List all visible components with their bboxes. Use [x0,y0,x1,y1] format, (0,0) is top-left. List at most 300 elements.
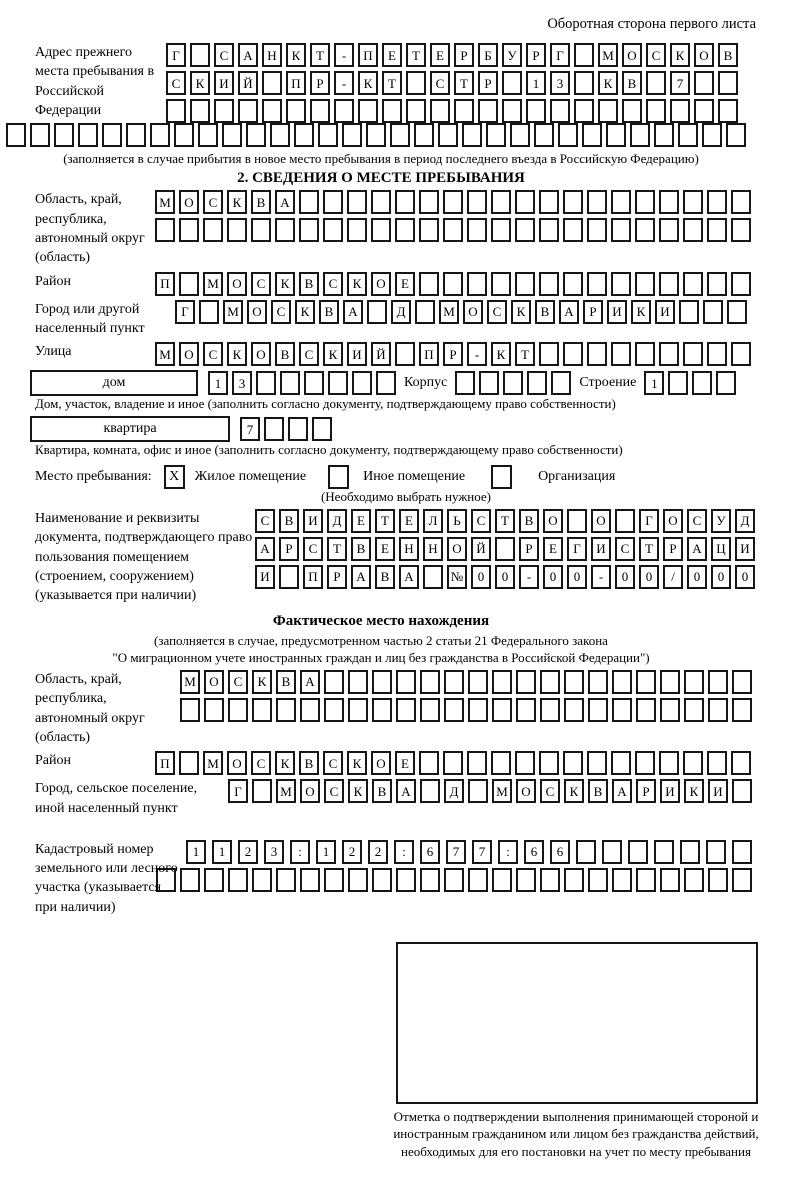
char-cell[interactable] [732,698,752,722]
char-cell[interactable] [492,868,512,892]
char-cell[interactable] [288,417,308,441]
char-cell[interactable]: 3 [550,71,570,95]
char-cell[interactable] [486,123,506,147]
char-cell[interactable] [588,868,608,892]
char-cell[interactable] [252,868,272,892]
char-cell[interactable]: О [663,509,683,533]
char-cell[interactable]: 3 [264,840,284,864]
char-cell[interactable] [659,751,679,775]
char-cell[interactable] [150,123,170,147]
char-cell[interactable] [256,371,276,395]
char-cell[interactable]: Р [310,71,330,95]
char-cell[interactable] [683,272,703,296]
char-cell[interactable]: У [502,43,522,67]
char-cell[interactable] [174,123,194,147]
char-cell[interactable] [731,190,751,214]
char-cell[interactable] [516,670,536,694]
char-cell[interactable] [366,123,386,147]
char-cell[interactable]: С [251,751,271,775]
prev-address-row-2[interactable] [166,71,756,95]
char-cell[interactable]: О [371,751,391,775]
char-cell[interactable] [732,779,752,803]
char-cell[interactable]: С [471,509,491,533]
char-cell[interactable]: С [166,71,186,95]
char-cell[interactable] [420,670,440,694]
char-cell[interactable]: Б [478,43,498,67]
char-cell[interactable] [567,509,587,533]
char-cell[interactable]: К [684,779,704,803]
char-cell[interactable]: К [227,190,247,214]
char-cell[interactable] [324,868,344,892]
char-cell[interactable]: 1 [186,840,206,864]
char-cell[interactable] [683,342,703,366]
char-cell[interactable]: К [348,779,368,803]
char-cell[interactable]: Т [495,509,515,533]
char-cell[interactable] [443,190,463,214]
char-cell[interactable] [78,123,98,147]
char-cell[interactable] [419,190,439,214]
char-cell[interactable] [406,71,426,95]
char-cell[interactable] [574,71,594,95]
char-cell[interactable]: К [252,670,272,694]
char-cell[interactable]: Н [399,537,419,561]
char-cell[interactable] [462,123,482,147]
char-cell[interactable] [516,698,536,722]
char-cell[interactable] [539,342,559,366]
char-cell[interactable] [286,99,306,123]
char-cell[interactable] [390,123,410,147]
char-cell[interactable] [659,190,679,214]
char-cell[interactable] [628,840,648,864]
char-cell[interactable] [670,99,690,123]
char-cell[interactable] [731,751,751,775]
char-cell[interactable] [479,371,499,395]
char-cell[interactable] [606,123,626,147]
char-cell[interactable]: С [540,779,560,803]
char-cell[interactable]: Й [471,537,491,561]
char-cell[interactable] [190,99,210,123]
char-cell[interactable] [660,868,680,892]
char-cell[interactable] [635,190,655,214]
char-cell[interactable]: С [203,190,223,214]
char-cell[interactable]: Е [395,272,415,296]
char-cell[interactable]: : [498,840,518,864]
char-cell[interactable] [443,751,463,775]
char-cell[interactable] [444,670,464,694]
char-cell[interactable] [527,371,547,395]
char-cell[interactable]: 0 [495,565,515,589]
char-cell[interactable] [684,698,704,722]
char-cell[interactable]: О [247,300,267,324]
char-cell[interactable] [443,218,463,242]
char-cell[interactable] [574,99,594,123]
char-cell[interactable] [342,123,362,147]
char-cell[interactable]: Р [327,565,347,589]
char-cell[interactable] [503,371,523,395]
char-cell[interactable] [179,218,199,242]
char-cell[interactable]: 3 [232,371,252,395]
char-cell[interactable] [300,868,320,892]
actual-district-row[interactable] [155,751,756,775]
char-cell[interactable] [371,218,391,242]
char-cell[interactable] [706,840,726,864]
char-cell[interactable] [563,218,583,242]
char-cell[interactable] [444,868,464,892]
char-cell[interactable] [659,272,679,296]
char-cell[interactable] [731,218,751,242]
char-cell[interactable] [684,670,704,694]
char-cell[interactable]: С [430,71,450,95]
char-cell[interactable] [347,190,367,214]
char-cell[interactable] [694,99,714,123]
char-cell[interactable] [126,123,146,147]
char-cell[interactable] [102,123,122,147]
char-cell[interactable] [419,751,439,775]
char-cell[interactable] [718,71,738,95]
char-cell[interactable]: А [300,670,320,694]
char-cell[interactable] [312,417,332,441]
char-cell[interactable]: А [238,43,258,67]
char-cell[interactable] [420,779,440,803]
char-cell[interactable] [395,218,415,242]
char-cell[interactable]: № [447,565,467,589]
char-cell[interactable]: 2 [368,840,388,864]
char-cell[interactable] [54,123,74,147]
char-cell[interactable] [587,342,607,366]
prev-address-row-3[interactable] [166,99,756,123]
char-cell[interactable] [491,190,511,214]
char-cell[interactable]: Т [375,509,395,533]
char-cell[interactable]: С [324,779,344,803]
char-cell[interactable]: Й [238,71,258,95]
char-cell[interactable] [252,698,272,722]
char-cell[interactable]: С [487,300,507,324]
char-cell[interactable]: С [646,43,666,67]
char-cell[interactable] [203,218,223,242]
char-cell[interactable]: О [622,43,642,67]
char-cell[interactable]: 0 [687,565,707,589]
char-cell[interactable] [406,99,426,123]
char-cell[interactable] [155,218,175,242]
actual-region-row-1[interactable] [180,670,756,694]
char-cell[interactable]: О [371,272,391,296]
char-cell[interactable] [492,698,512,722]
char-cell[interactable]: К [275,751,295,775]
char-cell[interactable] [227,218,247,242]
char-cell[interactable] [348,670,368,694]
char-cell[interactable] [6,123,26,147]
char-cell[interactable] [252,779,272,803]
actual-city-row[interactable] [228,779,756,803]
char-cell[interactable] [587,190,607,214]
char-cell[interactable] [228,868,248,892]
char-cell[interactable] [348,868,368,892]
char-cell[interactable] [299,218,319,242]
char-cell[interactable]: Р [663,537,683,561]
char-cell[interactable]: В [519,509,539,533]
char-cell[interactable]: С [303,537,323,561]
char-cell[interactable]: К [358,71,378,95]
char-cell[interactable]: Г [228,779,248,803]
char-cell[interactable]: И [255,565,275,589]
char-cell[interactable] [299,190,319,214]
region-row-1[interactable] [155,190,756,214]
char-cell[interactable] [615,509,635,533]
char-cell[interactable]: Р [583,300,603,324]
char-cell[interactable]: С [299,342,319,366]
char-cell[interactable] [180,698,200,722]
char-cell[interactable]: С [251,272,271,296]
char-cell[interactable] [659,218,679,242]
char-cell[interactable] [516,868,536,892]
char-cell[interactable] [276,698,296,722]
char-cell[interactable]: Е [375,537,395,561]
char-cell[interactable]: А [255,537,275,561]
char-cell[interactable]: К [347,272,367,296]
document-row-3[interactable] [255,565,756,589]
char-cell[interactable]: Г [639,509,659,533]
char-cell[interactable] [707,218,727,242]
char-cell[interactable]: : [290,840,310,864]
street-row[interactable] [155,342,756,366]
char-cell[interactable]: П [358,43,378,67]
char-cell[interactable] [588,698,608,722]
char-cell[interactable] [262,71,282,95]
char-cell[interactable]: В [351,537,371,561]
char-cell[interactable] [246,123,266,147]
char-cell[interactable] [420,868,440,892]
char-cell[interactable]: П [155,272,175,296]
char-cell[interactable]: М [492,779,512,803]
char-cell[interactable] [419,272,439,296]
char-cell[interactable] [264,417,284,441]
city-row[interactable] [175,300,756,324]
char-cell[interactable]: М [276,779,296,803]
char-cell[interactable]: О [251,342,271,366]
char-cell[interactable] [414,123,434,147]
char-cell[interactable]: Е [351,509,371,533]
char-cell[interactable] [478,99,498,123]
char-cell[interactable]: 0 [615,565,635,589]
char-cell[interactable]: 0 [711,565,731,589]
char-cell[interactable]: О [694,43,714,67]
char-cell[interactable] [367,300,387,324]
char-cell[interactable]: Й [371,342,391,366]
char-cell[interactable]: И [347,342,367,366]
char-cell[interactable] [310,99,330,123]
confirmation-mark-box[interactable] [396,942,758,1104]
char-cell[interactable] [396,698,416,722]
char-cell[interactable]: 0 [567,565,587,589]
char-cell[interactable] [540,868,560,892]
prev-address-row-4[interactable] [6,123,756,147]
char-cell[interactable] [683,751,703,775]
char-cell[interactable]: О [300,779,320,803]
char-cell[interactable] [371,190,391,214]
char-cell[interactable] [468,779,488,803]
char-cell[interactable]: К [286,43,306,67]
char-cell[interactable] [726,123,746,147]
char-cell[interactable] [204,868,224,892]
char-cell[interactable] [550,99,570,123]
char-cell[interactable]: К [670,43,690,67]
char-cell[interactable] [683,190,703,214]
char-cell[interactable]: 7 [446,840,466,864]
char-cell[interactable] [732,840,752,864]
char-cell[interactable]: Е [543,537,563,561]
char-cell[interactable] [540,698,560,722]
char-cell[interactable] [395,342,415,366]
char-cell[interactable]: Д [327,509,347,533]
char-cell[interactable]: И [708,779,728,803]
char-cell[interactable]: 1 [526,71,546,95]
char-cell[interactable] [587,218,607,242]
char-cell[interactable] [443,272,463,296]
char-cell[interactable]: 2 [238,840,258,864]
char-cell[interactable] [636,670,656,694]
char-cell[interactable]: А [275,190,295,214]
char-cell[interactable] [539,190,559,214]
cadastral-row-1[interactable] [186,840,756,864]
char-cell[interactable]: К [323,342,343,366]
char-cell[interactable] [558,123,578,147]
char-cell[interactable] [228,698,248,722]
char-cell[interactable]: 0 [543,565,563,589]
char-cell[interactable]: А [687,537,707,561]
char-cell[interactable] [502,99,522,123]
char-cell[interactable]: М [203,272,223,296]
char-cell[interactable] [612,868,632,892]
char-cell[interactable]: 1 [316,840,336,864]
char-cell[interactable] [423,565,443,589]
char-cell[interactable]: Р [526,43,546,67]
char-cell[interactable] [324,670,344,694]
char-cell[interactable]: О [179,190,199,214]
char-cell[interactable]: - [467,342,487,366]
char-cell[interactable] [716,371,736,395]
char-cell[interactable] [372,868,392,892]
char-cell[interactable]: А [351,565,371,589]
char-cell[interactable]: М [155,342,175,366]
char-cell[interactable]: С [687,509,707,533]
char-cell[interactable] [30,123,50,147]
char-cell[interactable]: Г [175,300,195,324]
char-cell[interactable] [622,99,642,123]
char-cell[interactable]: Т [515,342,535,366]
char-cell[interactable] [707,342,727,366]
char-cell[interactable]: Д [735,509,755,533]
char-cell[interactable]: В [279,509,299,533]
char-cell[interactable] [539,272,559,296]
char-cell[interactable]: 0 [639,565,659,589]
char-cell[interactable]: 1 [644,371,664,395]
char-cell[interactable] [707,272,727,296]
char-cell[interactable] [611,218,631,242]
char-cell[interactable]: О [591,509,611,533]
char-cell[interactable] [396,670,416,694]
char-cell[interactable] [515,272,535,296]
char-cell[interactable]: 2 [342,840,362,864]
char-cell[interactable] [526,99,546,123]
char-cell[interactable]: 1 [208,371,228,395]
char-cell[interactable] [352,371,372,395]
char-cell[interactable] [275,218,295,242]
char-cell[interactable]: Г [166,43,186,67]
char-cell[interactable] [304,371,324,395]
char-cell[interactable] [630,123,650,147]
char-cell[interactable]: И [660,779,680,803]
char-cell[interactable]: Р [443,342,463,366]
char-cell[interactable] [199,300,219,324]
char-cell[interactable]: М [180,670,200,694]
char-cell[interactable]: С [228,670,248,694]
char-cell[interactable]: Т [382,71,402,95]
char-cell[interactable]: Т [454,71,474,95]
char-cell[interactable] [574,43,594,67]
district-row[interactable] [155,272,756,296]
char-cell[interactable]: Р [478,71,498,95]
char-cell[interactable]: С [214,43,234,67]
char-cell[interactable]: К [491,342,511,366]
stay-checkbox-other[interactable] [328,465,349,489]
char-cell[interactable]: В [275,342,295,366]
char-cell[interactable]: У [711,509,731,533]
char-cell[interactable] [430,99,450,123]
char-cell[interactable]: К [295,300,315,324]
char-cell[interactable] [491,218,511,242]
char-cell[interactable]: Т [639,537,659,561]
char-cell[interactable]: В [535,300,555,324]
char-cell[interactable]: В [299,272,319,296]
char-cell[interactable]: К [598,71,618,95]
char-cell[interactable] [251,218,271,242]
char-cell[interactable]: М [203,751,223,775]
char-cell[interactable]: Т [310,43,330,67]
char-cell[interactable]: Д [444,779,464,803]
char-cell[interactable] [438,123,458,147]
char-cell[interactable]: В [375,565,395,589]
char-cell[interactable] [563,272,583,296]
char-cell[interactable] [563,342,583,366]
char-cell[interactable]: В [251,190,271,214]
char-cell[interactable]: О [543,509,563,533]
char-cell[interactable]: А [396,779,416,803]
char-cell[interactable] [539,218,559,242]
char-cell[interactable]: С [255,509,275,533]
char-cell[interactable] [376,371,396,395]
char-cell[interactable]: Е [399,509,419,533]
char-cell[interactable]: И [655,300,675,324]
char-cell[interactable]: О [204,670,224,694]
char-cell[interactable]: - [519,565,539,589]
char-cell[interactable]: - [334,43,354,67]
apartment-number-row[interactable] [240,417,332,441]
char-cell[interactable]: И [591,537,611,561]
char-cell[interactable]: С [203,342,223,366]
char-cell[interactable] [563,751,583,775]
char-cell[interactable]: П [419,342,439,366]
stay-checkbox-organization[interactable] [491,465,512,489]
char-cell[interactable]: А [612,779,632,803]
char-cell[interactable] [198,123,218,147]
char-cell[interactable] [654,123,674,147]
char-cell[interactable] [334,99,354,123]
char-cell[interactable]: В [588,779,608,803]
char-cell[interactable] [214,99,234,123]
char-cell[interactable]: А [399,565,419,589]
char-cell[interactable]: Т [327,537,347,561]
char-cell[interactable]: К [511,300,531,324]
